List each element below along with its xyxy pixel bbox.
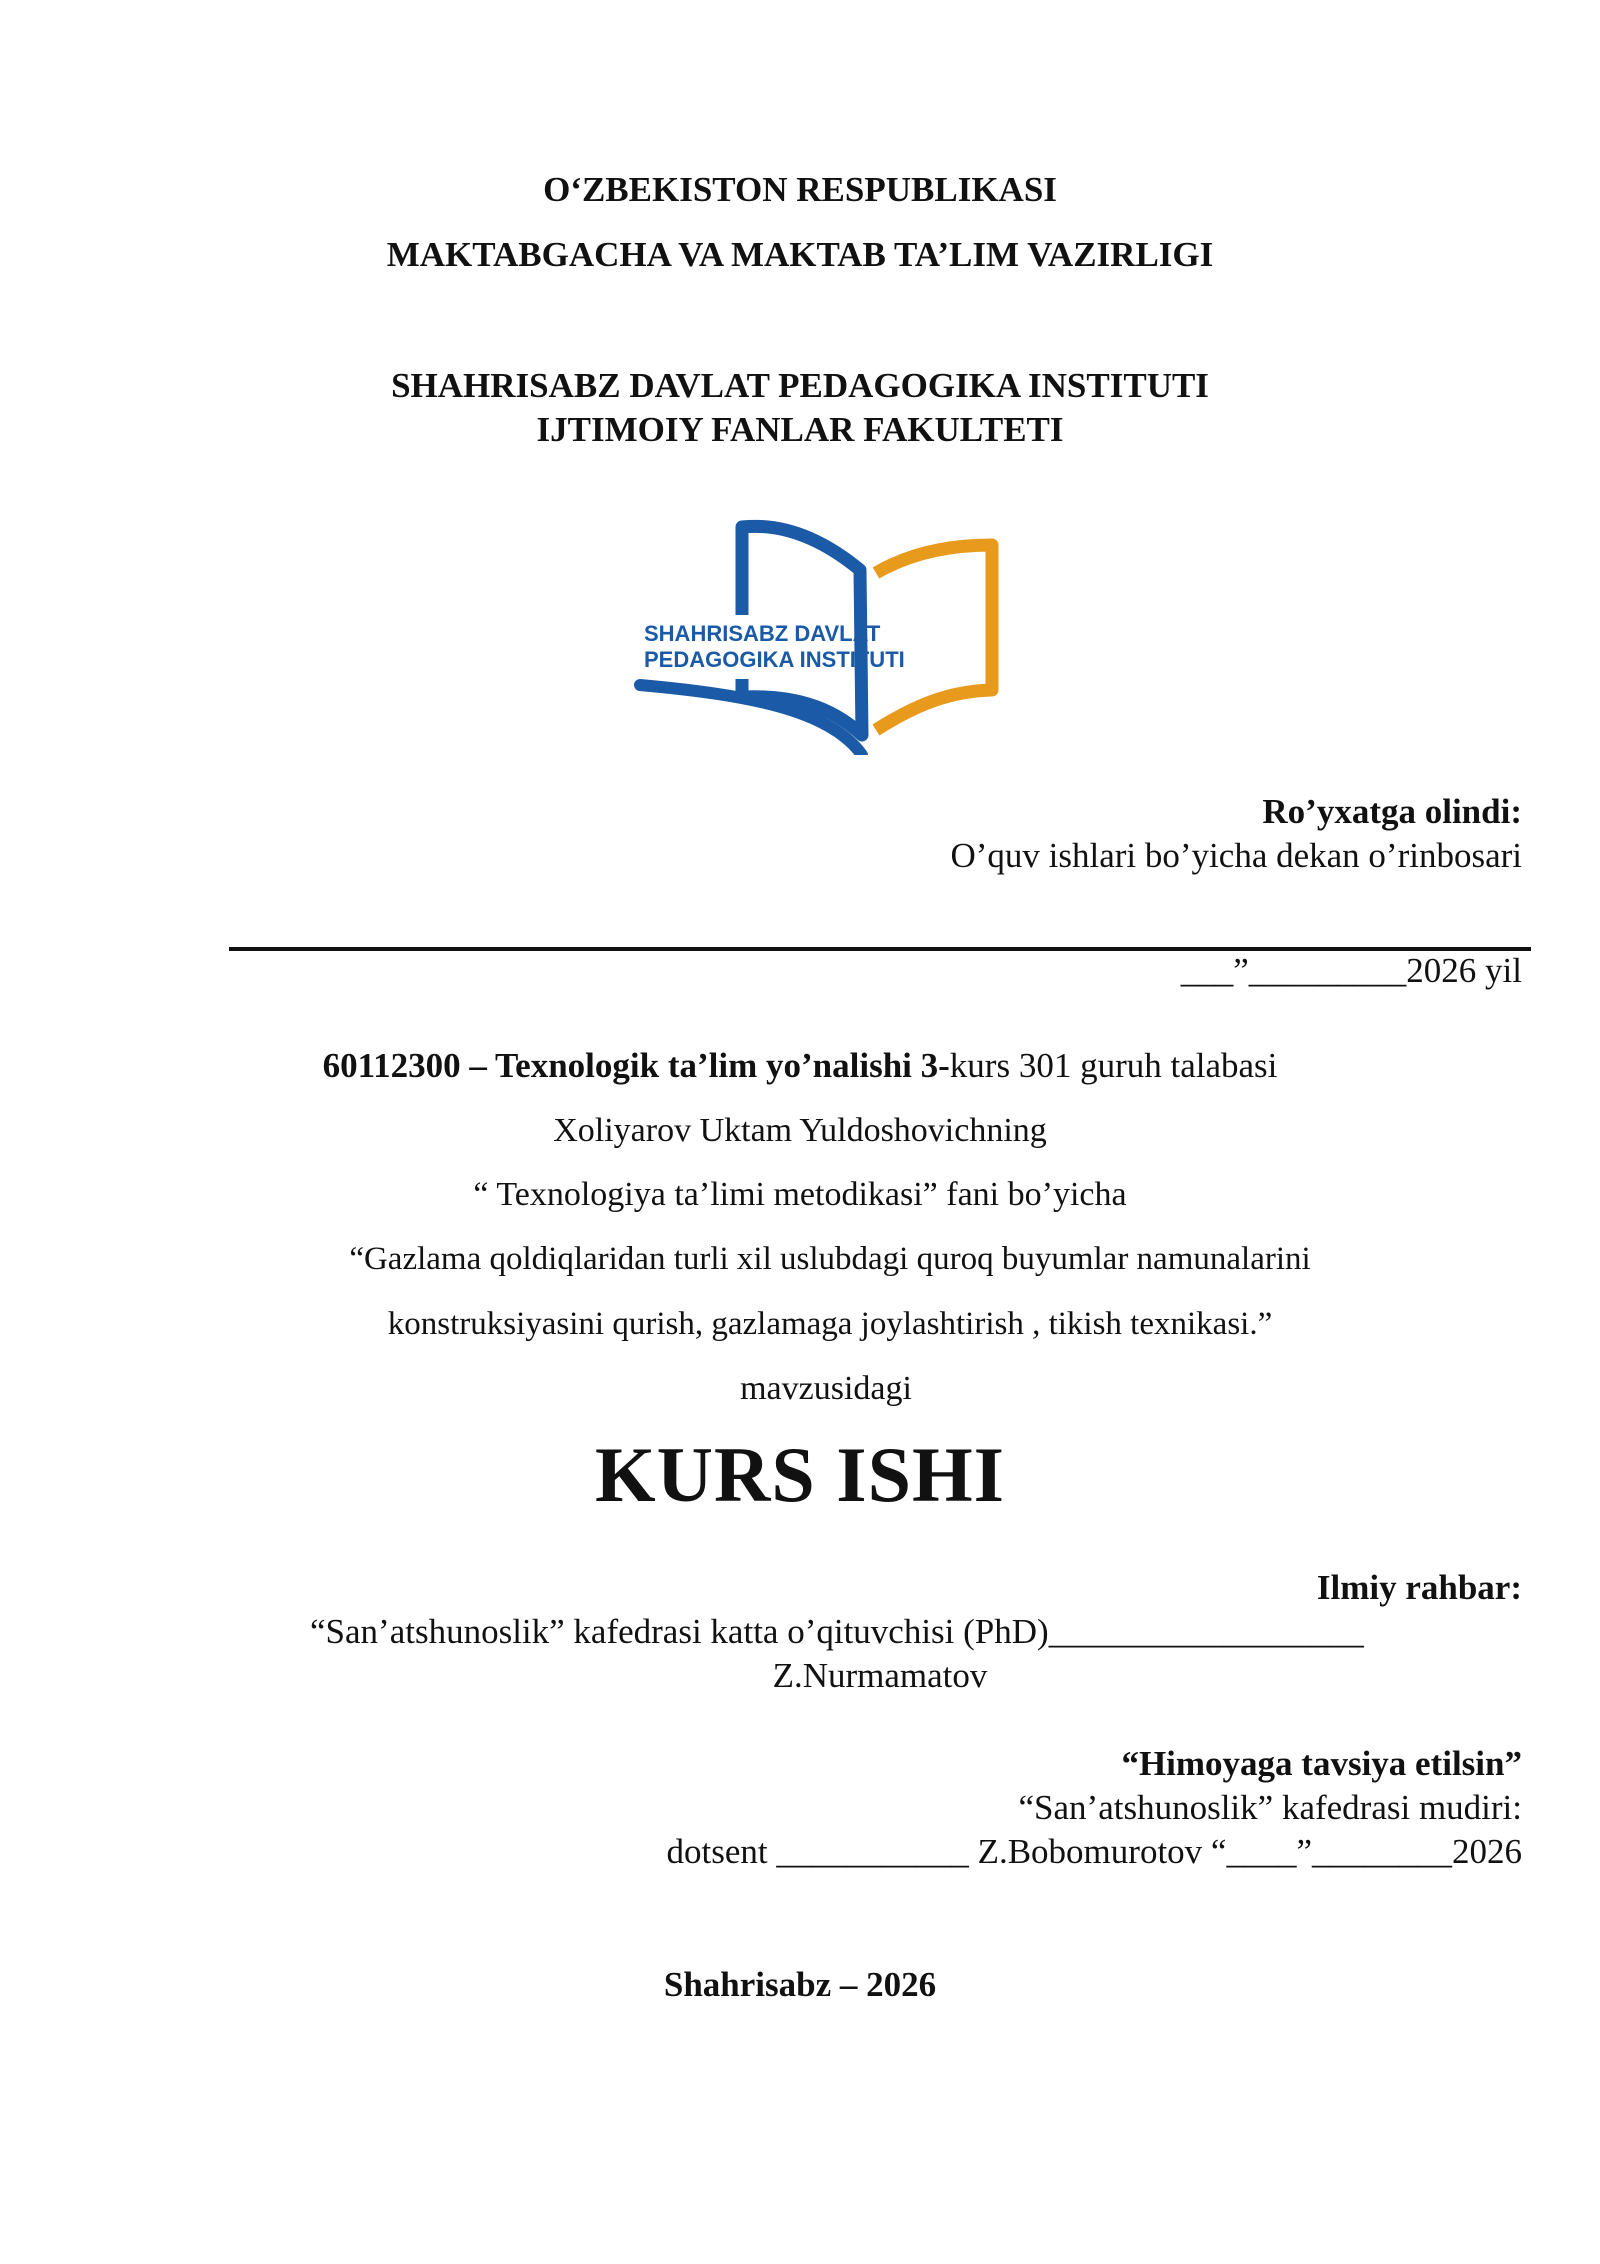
subject-line: “ Texnologiya ta’limi metodikasi” fani bo’yicha <box>473 1176 1127 1213</box>
logo-text-line2: PEDAGOGIKA INSTITUTI <box>644 647 905 672</box>
supervisor-position: “San’atshunoslik” kafedrasi katta o’qituvchisi (PhD)__________________ <box>310 1612 1364 1651</box>
signature-line: dotsent ___________ Z.Bobomurotov “____”________2026 <box>666 1832 1522 1871</box>
work-title: KURS ISHI <box>595 1431 1005 1518</box>
program-code: 60112300 – Texnologik ta’lim yo’nalishi 3- <box>322 1046 950 1085</box>
registration-title: Ro’yxatga olindi: <box>1262 792 1522 831</box>
place-year: Shahrisabz – 2026 <box>663 1965 937 2004</box>
registration-role: O’quv ishlari bo’yicha dekan o’rinbosari <box>950 836 1522 875</box>
ministry-country: O‘ZBEKISTON RESPUBLIKASI <box>543 170 1057 209</box>
ministry-name: MAKTABGACHA VA MAKTAB TA’LIM VAZIRLIGI <box>386 235 1214 274</box>
course-group: kurs 301 guruh talabasi <box>949 1046 1278 1085</box>
topic-suffix: mavzusidagi <box>740 1370 912 1407</box>
student-program <box>0 1046 1600 1086</box>
institute-logo <box>630 515 1010 755</box>
institute-name: SHAHRISABZ DAVLAT PEDAGOGIKA INSTITUTI <box>391 366 1209 405</box>
registration-date: ___”_________2026 yil <box>1180 951 1522 990</box>
topic-line-1: “Gazlama qoldiqlaridan turli xil uslubdagi quroq buyumlar namunalarini <box>349 1241 1311 1277</box>
topic-line-2: konstruksiyasini qurish, gazlamaga joylashtirish , tikish texnikasi.” <box>387 1306 1273 1342</box>
supervisor-title: Ilmiy rahbar: <box>1316 1568 1522 1607</box>
student-name: Xoliyarov Uktam Yuldoshovichning <box>553 1112 1047 1149</box>
supervisor-name: Z.Nurmamatov <box>772 1656 988 1695</box>
defense-title: “Himoyaga tavsiya etilsin” <box>1121 1744 1522 1783</box>
department-head: “San’atshunoslik” kafedrasi mudiri: <box>1018 1788 1522 1827</box>
faculty-name: IJTIMOIY FANLAR FAKULTETI <box>536 410 1064 449</box>
logo-text-line1: SHAHRISABZ DAVLAT <box>644 621 881 646</box>
